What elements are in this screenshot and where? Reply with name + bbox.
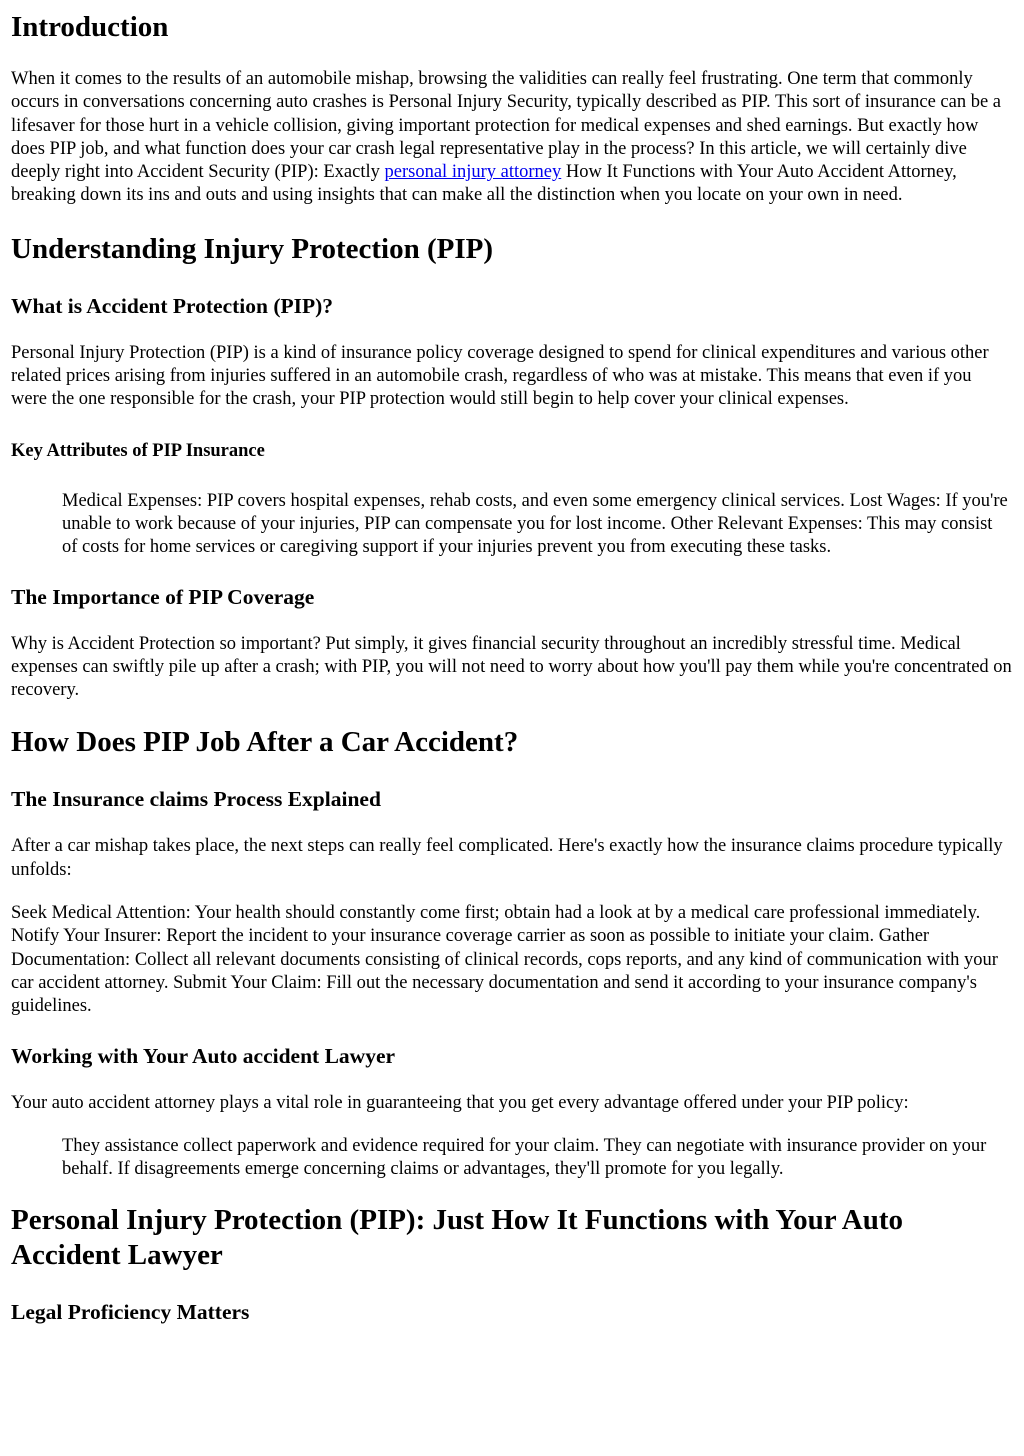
lawyer-roles-quote: They assistance collect paperwork and evidence required for your claim. They can negotiate with insurance provider on your behalf. If disagreements emerge concerning claims or advantages, they'll promote for you legally. [62,1135,987,1180]
importance-heading: The Importance of PIP Coverage [11,584,315,609]
introduction-text-start: When it comes to the results of an automobile mishap, browsing the validities can really feel frustrating. One term that commonly occurs in conversations concerning auto crashes is Personal Injury Security, typically described as PIP. This sort of insurance can be a lifesaver for those hurt in a vehicle collision, giving important protection for medical expenses and shed earnings. But exactly how does PIP job, and what function does your car crash legal representative play in the process? In this article, we will certainly dive deeply right into Accident Security (PIP): Exactly [11,69,1001,183]
claims-process-heading: The Insurance claims Process Explained [11,787,381,812]
key-attributes-heading: Key Attributes of PIP Insurance [11,440,265,461]
legal-proficiency-heading: Legal Proficiency Matters [11,1300,250,1325]
introduction-text-end: How It Functions with Your Auto Accident Attorney, breaking down its ins and outs and using insights that can make all the distinction when you locate on your own in need. [11,162,957,206]
introduction-heading: Introduction [11,11,169,43]
working-with-lawyer-heading: Working with Your Auto accident Lawyer [11,1043,396,1068]
understanding-pip-heading: Understanding Injury Protection (PIP) [11,232,493,265]
personal-injury-attorney-link[interactable]: personal injury attorney [384,162,562,183]
claims-process-intro: After a car mishap takes place, the next steps can really feel complicated. Here's exactly how the insurance claims procedure typically unfolds: [11,836,1003,880]
what-is-pip-paragraph: Personal Injury Protection (PIP) is a kind of insurance policy coverage designed to spend for clinical expenditures and various other related prices arising from injuries suffered in an automobile crash, regardless of who was at mistake. This means that even if you were the one responsible for the crash, your PIP protection would still begin to help cover your clinical expenses. [11,342,989,410]
article [0,10,1024,1326]
working-with-lawyer-paragraph: Your auto accident attorney plays a vital role in guaranteeing that you get every advantage offered under your PIP policy: [11,1092,909,1113]
importance-paragraph: Why is Accident Protection so important? Put simply, it gives financial security throughout an incredibly stressful time. Medical expenses can swiftly pile up after a crash; with PIP, you will not need to worry about how you'll pay them while you're concentrated on recovery. [11,633,1012,701]
pip-with-lawyer-heading: Personal Injury Protection (PIP): Just How It Functions with Your Auto Accident Lawyer [11,1204,904,1272]
what-is-pip-heading: What is Accident Protection (PIP)? [11,293,334,318]
claims-process-steps: Seek Medical Attention: Your health should constantly come first; obtain had a look at by a medical care professional immediately. Notify Your Insurer: Report the incident to your insurance coverage carrier as soon as possible to initiate your claim. Gather Documentation: Collect all relevant documents consisting of clinical records, cops reports, and any kind of communication with your car accident attorney. Submit Your Claim: Fill out the necessary documentation and send it according to your insurance company's guidelines. [11,903,998,1017]
key-attributes-quote: Medical Expenses: PIP covers hospital expenses, rehab costs, and even some emergency clinical services. Lost Wages: If you're unable to work because of your injuries, PIP can compensate you for lost income. Other Relevant Expenses: This may consist of costs for home services or caregiving support if your injuries prevent you from executing these tasks. [62,490,1008,558]
introduction-paragraph [11,68,1012,208]
how-does-pip-work-heading: How Does PIP Job After a Car Accident? [11,726,519,759]
